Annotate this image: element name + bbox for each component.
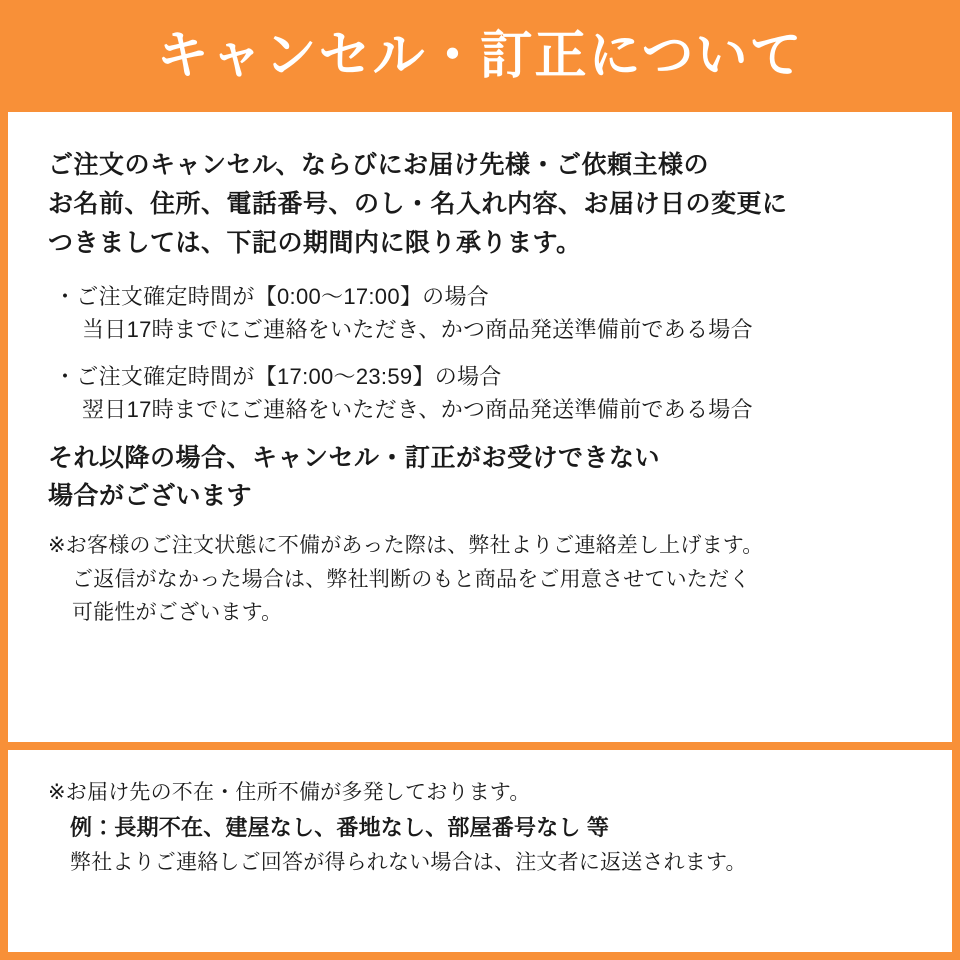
bottom-line-1: ※お届け先の不在・住所不備が多発しております。 [48,781,531,804]
emphasis-line-1: それ以降の場合、キャンセル・訂正がお受けできない [48,444,661,473]
emphasis-line-2: 場合がございます [48,481,253,510]
lead-paragraph [48,146,912,262]
bottom-line-example: 例：長期不在、建屋なし、番地なし、部屋番号なし 等 [70,815,610,841]
condition-detail-2: 翌日17時までにご連絡をいただき、かつ商品発送準備前である場合 [82,397,753,423]
condition-title-1: ・ご注文確定時間が【0:00〜17:00】の場合 [54,284,490,310]
bottom-notice-card [8,750,952,952]
condition-item-2 [48,360,912,426]
emphasis-paragraph [48,440,912,515]
condition-detail-1: 当日17時までにご連絡をいただき、かつ商品発送準備前である場合 [82,317,753,343]
note-line-1: ※お客様のご注文状態に不備があった際は、弊社よりご連絡差し上げます。 [48,534,764,558]
main-content-card [8,112,952,742]
page-title: キャンセル・訂正について [156,27,804,85]
note-line-3: 可能性がございます。 [72,601,283,625]
bottom-line-3: 弊社よりご連絡しご回答が得られない場合は、注文者に返送されます。 [70,850,747,874]
lead-line-2: お名前、住所、電話番号、のし・名入れ内容、お届け日の変更に [48,189,788,218]
note-paragraph [48,529,912,630]
header-band [0,0,960,112]
lead-line-1: ご注文のキャンセル、ならびにお届け先様・ご依頼主様の [48,151,710,179]
condition-item-1 [48,280,912,346]
note-line-2: ご返信がなかった場合は、弊社判断のもと商品をご用意させていただく [72,567,751,591]
lead-line-3: つきましては、下記の期間内に限り承ります。 [48,228,582,257]
condition-title-2: ・ご注文確定時間が【17:00〜23:59】の場合 [54,364,502,390]
